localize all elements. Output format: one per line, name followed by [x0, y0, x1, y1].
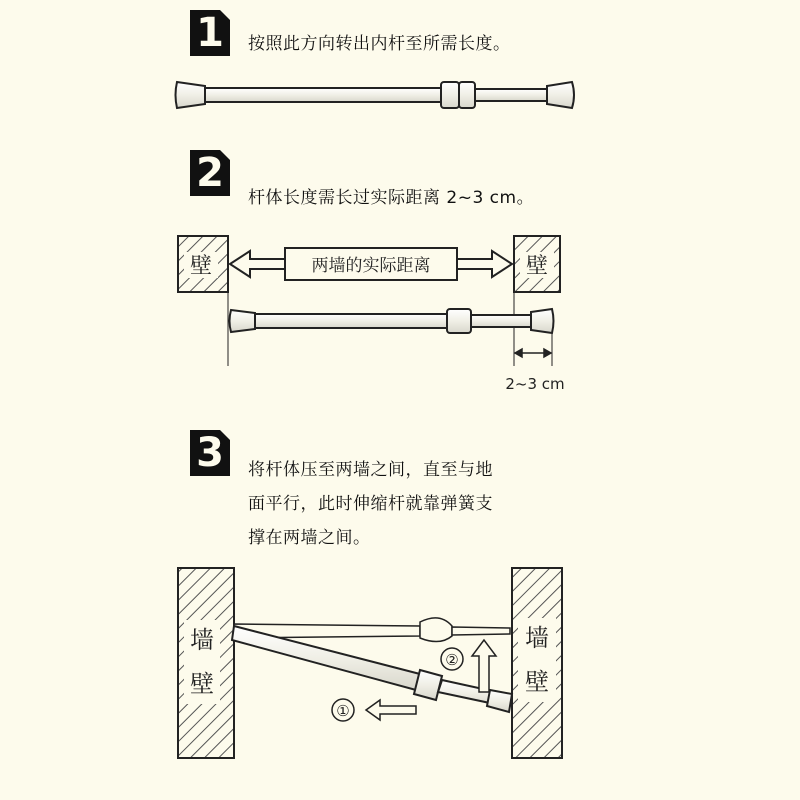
wall-label-right-top: 墙 [525, 624, 549, 652]
rod-end-cap-left [176, 82, 206, 108]
wall-label-left: 壁 [189, 254, 213, 279]
rod-end-cap-left [230, 310, 256, 332]
overhang-dimension-arrow [515, 349, 551, 357]
overhang-label: 2~3 cm [505, 375, 565, 393]
step-marker-2-label: ② [445, 651, 459, 669]
rod-joint-collar [441, 82, 459, 108]
rod-outer-tube [205, 88, 441, 102]
rod-joint-collar [414, 670, 442, 700]
step-2-number: 2 [196, 150, 224, 196]
step-3-number: 3 [196, 430, 224, 476]
step-3-instruction-line-2: 面平行，此时伸缩杆就靠弹簧支 [248, 494, 493, 514]
measurement-diagram-2 [178, 236, 565, 393]
step-3-instruction-line-1: 将杆体压至两墙之间，直至与地 [248, 460, 493, 480]
step-3-instruction-line-3: 撑在两墙之间。 [248, 528, 371, 548]
push-up-arrow [472, 640, 496, 692]
rod-inner-tube [475, 89, 547, 101]
push-left-arrow [366, 700, 416, 720]
rod-end-cap-right [531, 309, 554, 333]
step-1-instruction: 按照此方向转出内杆至所需长度。 [248, 34, 511, 54]
installation-diagram-3 [178, 568, 562, 758]
rod-end-cap-right [547, 82, 574, 108]
rod-joint-collar [420, 618, 452, 642]
step-2-instruction: 杆体长度需长过实际距离 2~3 cm。 [248, 188, 535, 208]
wall-label-right: 壁 [525, 254, 549, 279]
rod-end-cap-right [487, 690, 512, 712]
wall-label-left-top: 墙 [190, 626, 214, 654]
wall-label-left-bottom: 壁 [190, 670, 214, 698]
distance-label: 两墙的实际距离 [311, 256, 431, 276]
tension-rod-diagram-2 [230, 309, 554, 333]
tension-rod-diagram-1 [176, 82, 575, 108]
step-1-number: 1 [196, 10, 224, 56]
rod-outer-tube [255, 314, 447, 328]
wall-label-right-bottom: 壁 [525, 668, 549, 696]
rod-inner-tube [471, 315, 531, 327]
rod-angled-position [232, 626, 512, 712]
step-marker-1-label: ① [336, 702, 350, 720]
rod-joint-collar [459, 82, 475, 108]
rod-joint-collar [447, 309, 471, 333]
